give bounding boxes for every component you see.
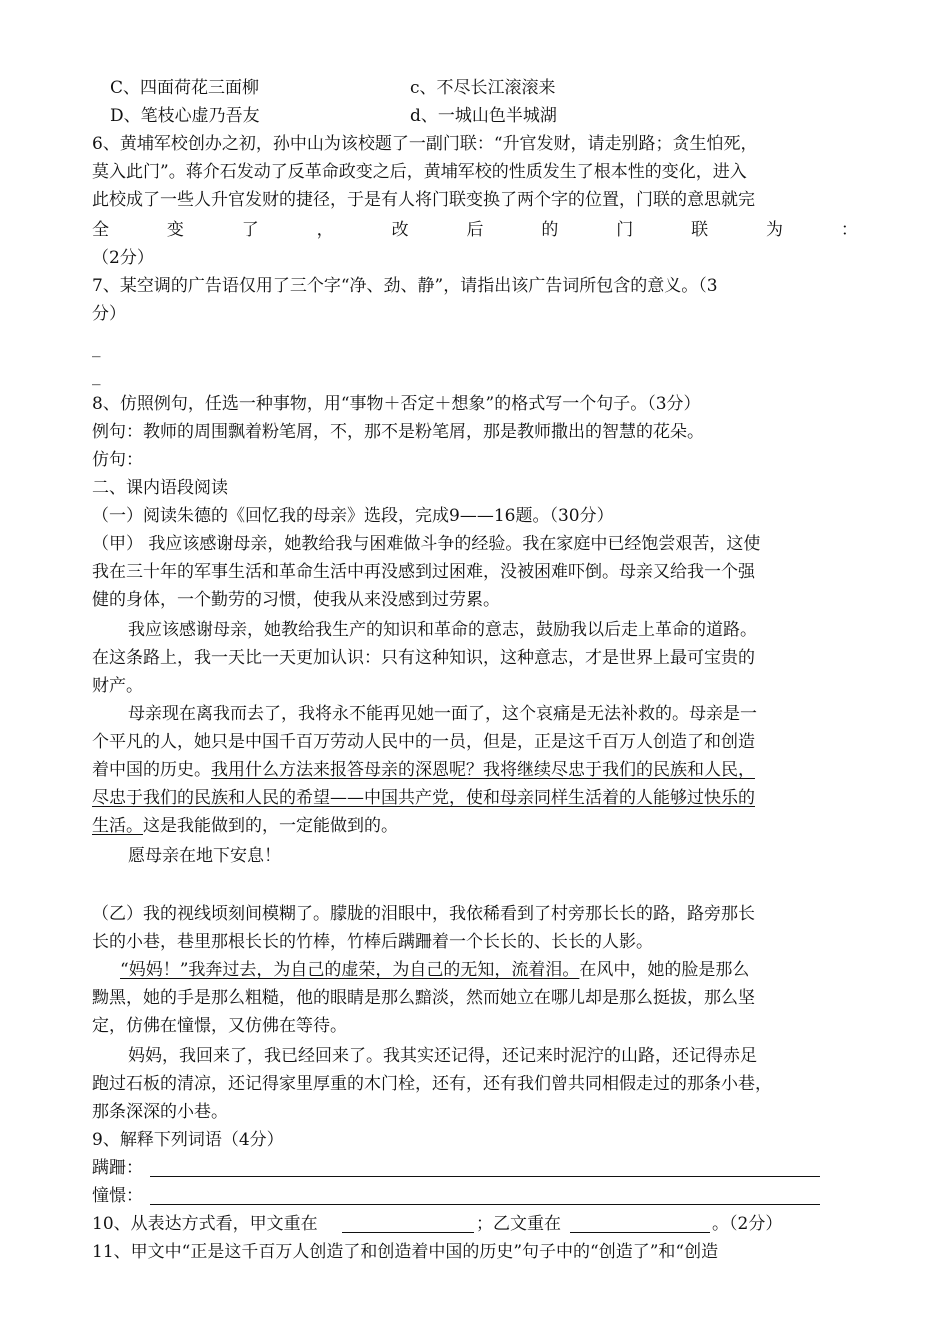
q6-char: 为 — [766, 220, 784, 240]
q6-line-2: 莫入此门”。蒋介石发动了反革命政变之后，黄埔军校的性质发生了根本性的变化，进入 — [92, 162, 747, 182]
yi-p3-line-3: 那条深深的小巷。 — [92, 1102, 228, 1122]
yi-p2-line-2: 黝黑，她的手是那么粗糙，他的眼睛是那么黯淡，然而她立在哪儿却是那么挺拔，那么坚 — [92, 988, 755, 1008]
jia-p1-line-2: 我在三十年的军事生活和革命生活中再没感到过困难，没被困难吓倒。母亲又给我一个强 — [92, 562, 755, 582]
option-c: C、四面荷花三面柳 — [110, 78, 260, 98]
q8-line-1: 8、仿照例句，任选一种事物，用“事物＋否定＋想象”的格式写一个句子。（3分） — [92, 394, 701, 414]
plain-text: 在风中，她的脸是那么 — [579, 960, 750, 980]
q9-word-2: 憧憬： — [92, 1186, 143, 1206]
jia-p3-line-5 — [92, 814, 398, 838]
q9-title: 9、解释下列词语（4分） — [92, 1130, 284, 1150]
q10-part-b: ；乙文重在 — [476, 1214, 561, 1234]
q7-line-2: 分） — [92, 304, 126, 324]
yi-p1-line-1: （乙）我的视线顷刻间模糊了。朦胧的泪眼中，我依稀看到了村旁那长长的路，路旁那长 — [92, 904, 755, 924]
q6-char: 联 — [691, 220, 709, 240]
jia-p3-line-4: 尽忠于我们的民族和人民的希望——中国共产党，使和母亲同样生活着的人能够过快乐的 — [92, 788, 755, 808]
q9-word-1: 蹒跚： — [92, 1158, 143, 1178]
q6-char: 的 — [541, 220, 559, 240]
underlined-sentence: 我用什么方法来报答母亲的深恩呢？我将继续尽忠于我们的民族和人民， — [211, 760, 755, 780]
q6-char: 全 — [92, 220, 109, 240]
jia-p3-line-2: 个平凡的人，她只是中国千百万劳动人民中的一员，但是，正是这千百万人创造了和创造 — [92, 732, 755, 752]
q10-blank-1[interactable] — [342, 1232, 474, 1233]
jia-p3-line-3 — [92, 758, 755, 782]
q6-char: 改 — [391, 220, 409, 240]
yi-p2-line-3: 定，仿佛在憧憬，又仿佛在等待。 — [92, 1016, 347, 1036]
q10-part-a: 10、从表达方式看，甲文重在 — [92, 1214, 318, 1234]
yi-p1-line-2: 长的小巷，巷里那根长长的竹棒，竹棒后蹒跚着一个长长的、长长的人影。 — [92, 932, 653, 952]
q6-char: ， — [316, 220, 334, 240]
jia-p3-line-1: 母亲现在离我而去了，我将永不能再见她一面了，这个哀痛是无法补救的。母亲是一 — [128, 704, 757, 724]
underlined-sentence: “妈妈！”我奔过去，为自己的虚荣，为自己的无知，流着泪。 — [120, 960, 580, 980]
q7-line-1: 7、某空调的广告语仅用了三个字“净、劲、静”，请指出该广告词所包含的意义。（3 — [92, 276, 718, 296]
q9-answer-line-2[interactable] — [150, 1204, 820, 1205]
q7-answer-blank-2[interactable]: _ — [92, 366, 101, 386]
q6-char: 变 — [166, 220, 184, 240]
q6-char: 后 — [466, 220, 484, 240]
yi-p2-line-1 — [120, 958, 749, 982]
jia-p2-line-2: 在这条路上，我一天比一天更加认识：只有这种知识，这种意志，才是世界上最可宝贵的 — [92, 648, 755, 668]
q8-answer-label: 仿句： — [92, 450, 143, 470]
option-c-lower: c、不尽长江滚滚来 — [410, 78, 556, 98]
q6-char: 了 — [241, 220, 259, 240]
plain-text: 这是我能做到的，一定能做到的。 — [143, 816, 398, 836]
option-d-lower: d、一城山色半城湖 — [410, 106, 557, 126]
q6-char: 门 — [616, 220, 634, 240]
section-heading: 二、课内语段阅读 — [92, 478, 228, 498]
underlined-sentence-end: 生活。 — [92, 816, 143, 836]
q10-blank-2[interactable] — [570, 1232, 710, 1233]
section-intro: （一）阅读朱德的《回忆我的母亲》选段，完成9——16题。（30分） — [92, 506, 614, 526]
q7-answer-blank-1[interactable]: _ — [92, 338, 101, 358]
jia-p2-line-1: 我应该感谢母亲，她教给我生产的知识和革命的意志，鼓励我以后走上革命的道路。 — [128, 620, 757, 640]
q10-part-c: 。（2分） — [712, 1214, 783, 1234]
option-d: D、笔枝心虚乃吾友 — [110, 106, 260, 126]
yi-p3-line-1: 妈妈，我回来了，我已经回来了。我其实还记得，还记来时泥泞的山路，还记得赤足 — [128, 1046, 757, 1066]
q6-char: ： — [840, 220, 858, 240]
q6-line-3: 此校成了一些人升官发财的捷径，于是有人将门联变换了两个字的位置，门联的意思就完 — [92, 190, 755, 210]
jia-p2-line-3: 财产。 — [92, 676, 143, 696]
jia-p1-line-1: （甲） 我应该感谢母亲，她教给我与困难做斗争的经验。我在家庭中已经饱尝艰苦，这使 — [92, 534, 761, 554]
q8-example: 例句：教师的周围飘着粉笔屑，不，那不是粉笔屑，那是教师撒出的智慧的花朵。 — [92, 422, 704, 442]
q6-score: （2分） — [92, 248, 154, 268]
q9-answer-line-1[interactable] — [150, 1176, 820, 1177]
jia-p4: 愿母亲在地下安息！ — [128, 846, 281, 866]
q11-line-1: 11、甲文中“正是这千百万人创造了和创造着中国的历史”句子中的“创造了”和“创造 — [92, 1242, 719, 1262]
jia-p1-line-3: 健的身体，一个勤劳的习惯，使我从来没感到过劳累。 — [92, 590, 500, 610]
q6-line-1: 6、黄埔军校创办之初，孙中山为该校题了一副门联：“升官发财，请走别路；贪生怕死， — [92, 134, 758, 154]
yi-p3-line-2: 跑过石板的清凉，还记得家里厚重的木门栓，还有，还有我们曾共同相假走过的那条小巷， — [92, 1074, 772, 1094]
q6-line-4 — [92, 218, 858, 242]
plain-text: 着中国的历史。 — [92, 760, 211, 780]
